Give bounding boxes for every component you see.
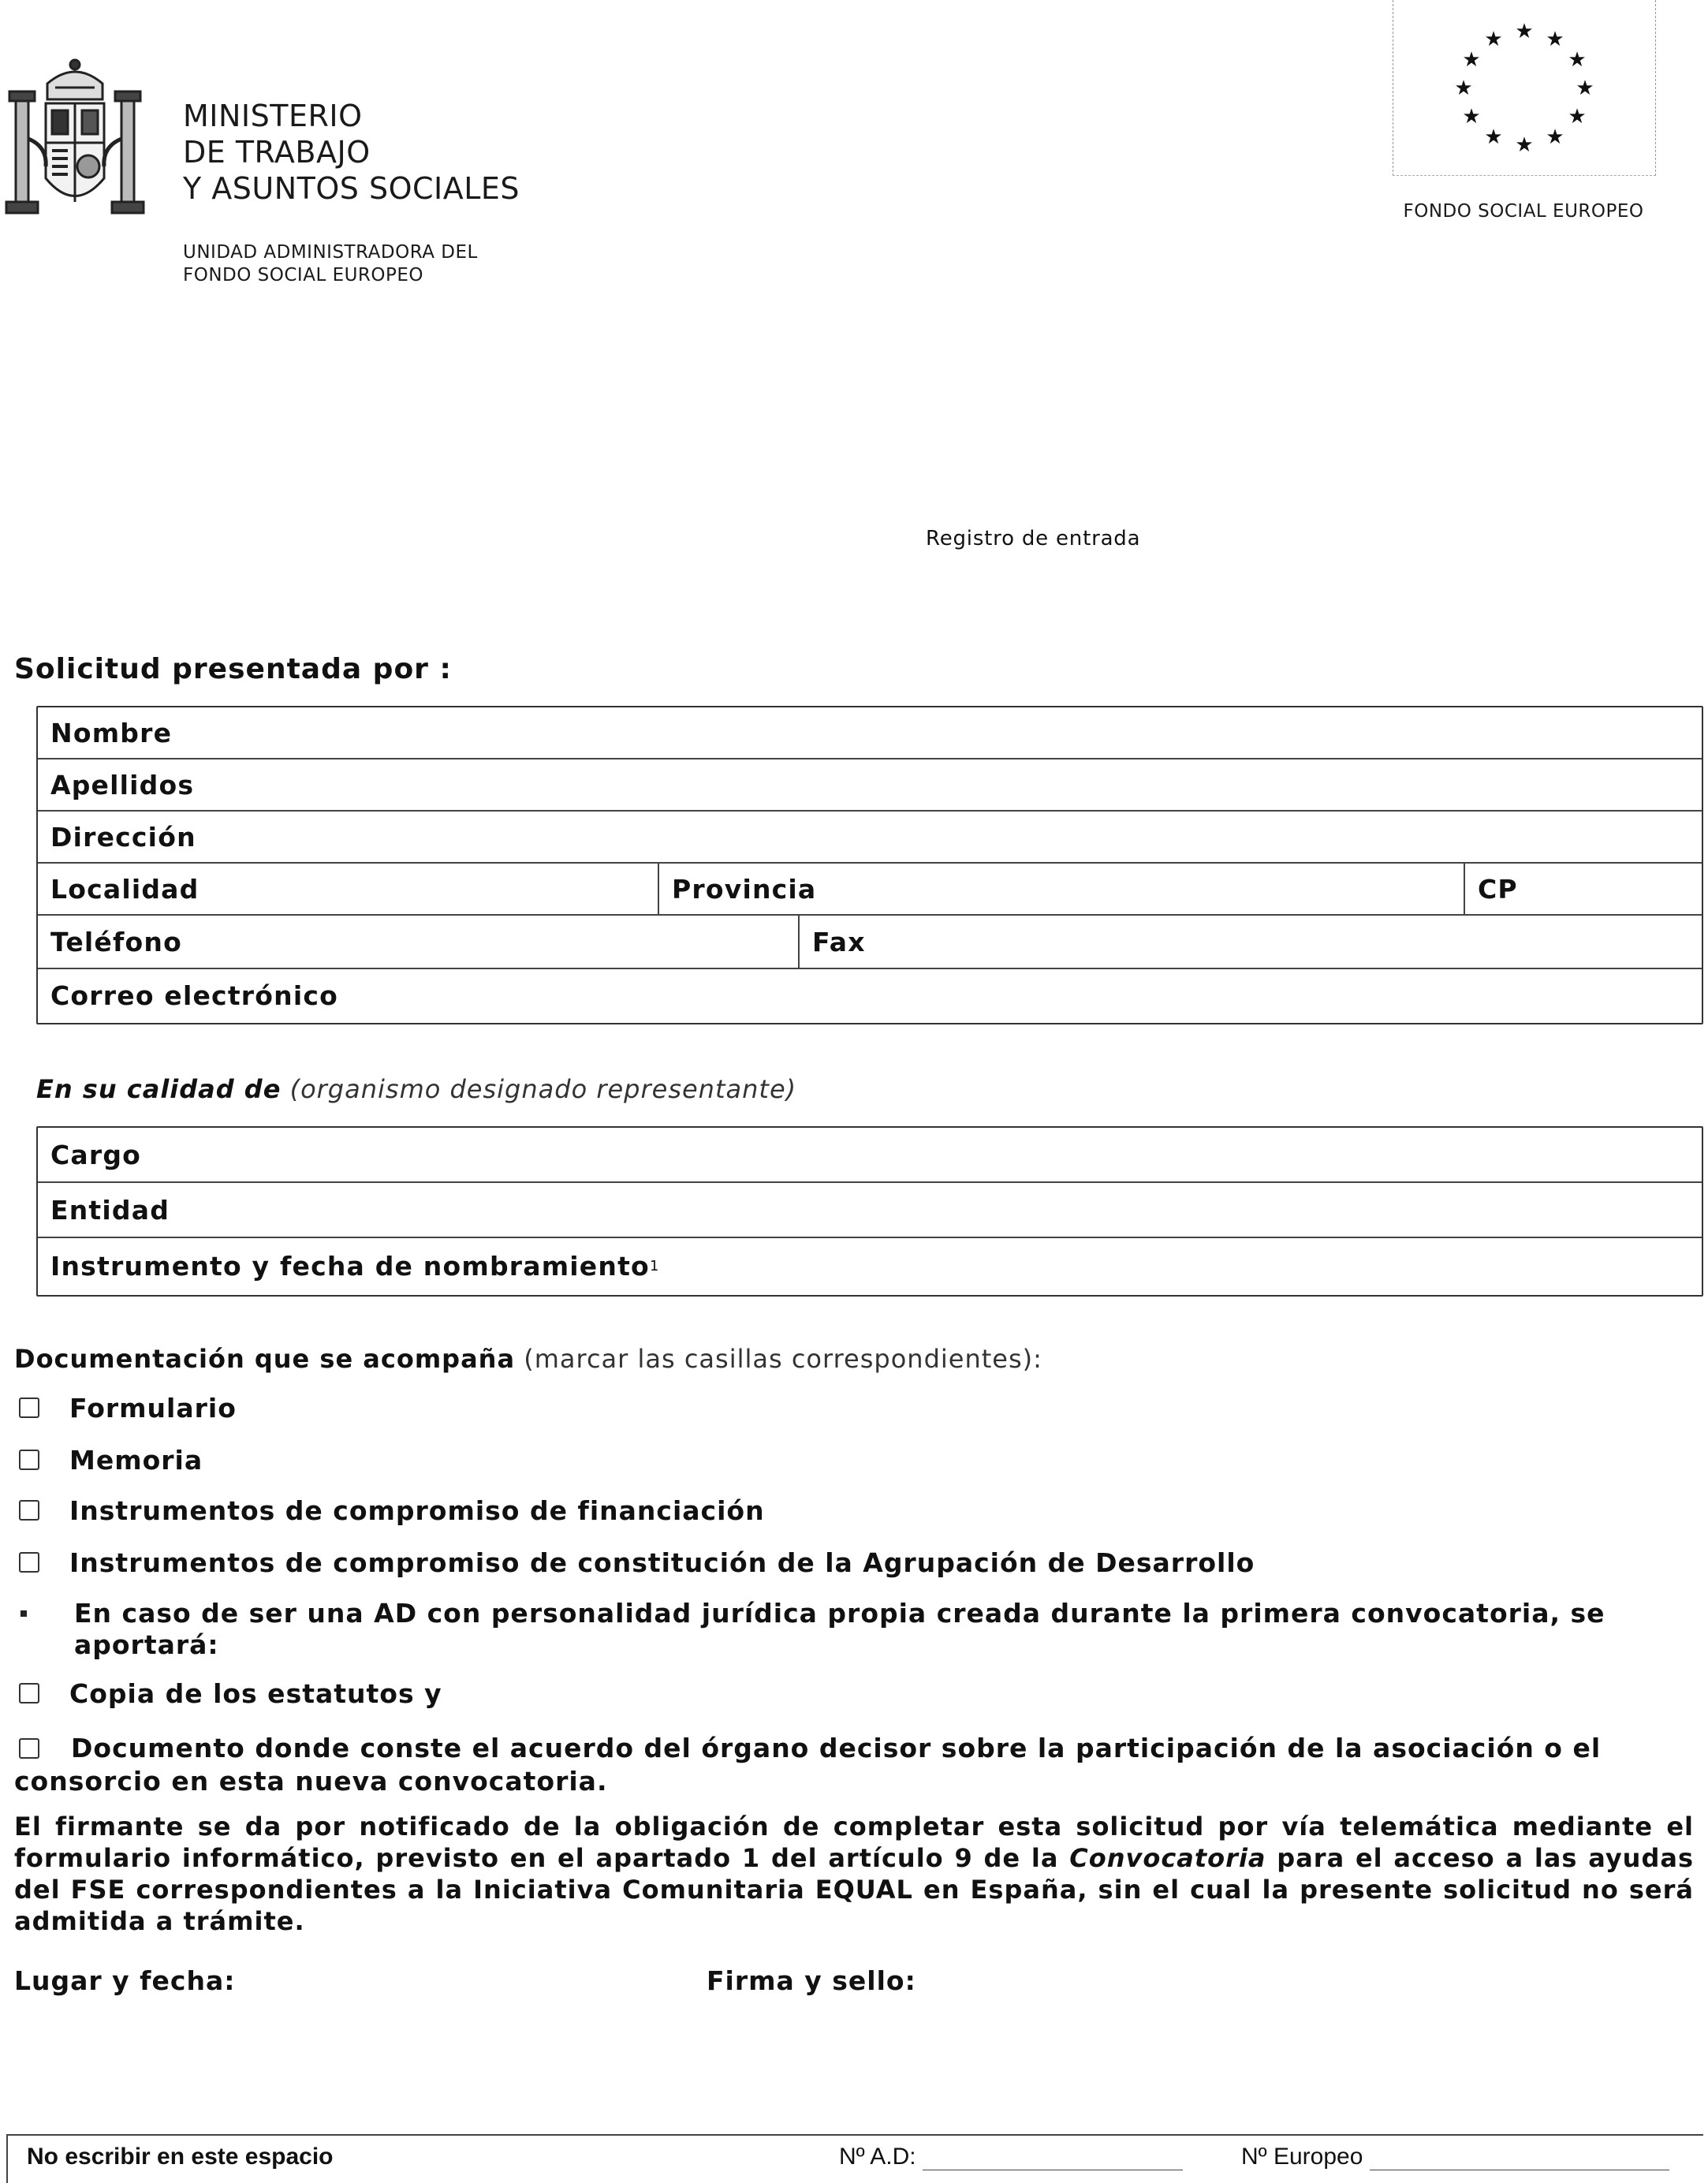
- label-cargo: Cargo: [50, 1139, 142, 1170]
- field-entidad[interactable]: [38, 1183, 1702, 1237]
- svg-text:★: ★: [1568, 105, 1587, 129]
- field-cargo[interactable]: [38, 1128, 1702, 1181]
- notification-text: El firmante se da por notificado de la obligación de completar esta solicitud por vía telemática mediante el formulario informático, previsto en el apartado 1 del artículo 9 de la: [14, 1812, 1694, 1873]
- ministry-name: [183, 98, 520, 207]
- calidad-note: (organismo designado representante): [289, 1074, 797, 1104]
- eu-label: FONDO SOCIAL EUROPEO: [1403, 201, 1644, 222]
- label-memoria: Memoria: [69, 1445, 203, 1476]
- num-ad: [839, 2144, 1183, 2170]
- label-financiacion: Instrumentos de compromiso de financiación: [69, 1495, 765, 1526]
- lugar-fecha-label: Lugar y fecha:: [14, 1965, 236, 1996]
- label-instrumento: Instrumento y fecha de nombramiento: [50, 1250, 650, 1282]
- label-provincia: Provincia: [672, 873, 817, 905]
- svg-text:★: ★: [1546, 28, 1564, 51]
- label-telefono: Teléfono: [50, 926, 182, 957]
- ministry-line: DE TRABAJO: [183, 135, 371, 170]
- num-europeo-label: Nº Europeo: [1241, 2144, 1363, 2170]
- calidad-heading: [36, 1074, 796, 1104]
- bullet-text-line: aportará:: [74, 1629, 219, 1660]
- label-formulario: Formulario: [69, 1393, 237, 1424]
- checkbox-constitucion[interactable]: [19, 1552, 39, 1573]
- label-entidad: Entidad: [50, 1194, 170, 1226]
- label-localidad: Localidad: [50, 873, 200, 905]
- no-escribir-label: No escribir en este espacio: [27, 2144, 334, 2170]
- field-direccion[interactable]: [38, 812, 1702, 862]
- svg-text:★: ★: [1546, 125, 1564, 149]
- field-correo[interactable]: [38, 969, 1702, 1021]
- row-direccion: [38, 812, 1702, 864]
- admin-unit: [183, 241, 478, 287]
- row-entidad: [38, 1183, 1702, 1238]
- svg-text:★: ★: [1515, 20, 1534, 43]
- bullet-text-line: En caso de ser una AD con personalidad jurídica propia creada durante la primera convocatoria, se: [74, 1598, 1605, 1629]
- ministry-line: MINISTERIO: [183, 99, 363, 133]
- bullet-dot: [21, 1610, 27, 1617]
- svg-text:★: ★: [1484, 125, 1503, 149]
- num-europeo-field[interactable]: [1370, 2146, 1669, 2170]
- eu-flag: [1393, 0, 1656, 176]
- firma-sello-label: Firma y sello:: [707, 1965, 916, 1996]
- svg-text:★: ★: [1576, 76, 1594, 100]
- footnote-ref: 1: [649, 1257, 660, 1274]
- num-ad-field[interactable]: [923, 2146, 1183, 2170]
- row-instrumento: [38, 1238, 1702, 1293]
- checkbox-financiacion[interactable]: [19, 1500, 39, 1521]
- checkbox-memoria[interactable]: [19, 1450, 39, 1470]
- documentacion-lead: Documentación que se acompaña: [14, 1344, 516, 1374]
- field-nombre[interactable]: [38, 707, 1702, 758]
- row-cargo: [38, 1128, 1702, 1183]
- field-provincia[interactable]: [658, 864, 1464, 914]
- field-apellidos[interactable]: [38, 759, 1702, 810]
- label-estatutos: Copia de los estatutos y: [69, 1678, 442, 1709]
- registro-label: Registro de entrada: [926, 527, 1141, 550]
- notification-convocatoria: Convocatoria: [1069, 1843, 1266, 1873]
- field-localidad[interactable]: [38, 864, 658, 914]
- row-apellidos: [38, 759, 1702, 812]
- checkbox-formulario[interactable]: [19, 1397, 39, 1418]
- documentacion-heading: [14, 1344, 1042, 1374]
- representative-table: [36, 1126, 1703, 1297]
- row-correo: [38, 969, 1702, 1021]
- label-cp: CP: [1478, 873, 1518, 905]
- num-ad-label: Nº A.D:: [839, 2144, 916, 2170]
- label-acuerdo: [14, 1732, 1686, 1798]
- label-fax: Fax: [812, 926, 866, 957]
- label-apellidos: Apellidos: [50, 769, 195, 800]
- section-title-solicitante: Solicitud presentada por :: [14, 653, 452, 685]
- svg-text:★: ★: [1568, 48, 1587, 72]
- row-localidad: [38, 864, 1702, 916]
- field-telefono[interactable]: [38, 916, 798, 968]
- svg-text:★: ★: [1484, 28, 1503, 51]
- admin-unit-line: UNIDAD ADMINISTRADORA DEL: [183, 242, 478, 263]
- svg-text:★: ★: [1462, 105, 1481, 129]
- notification-text: para el acceso a las ayudas del FSE correspondientes a la Iniciativa Comunitaria EQUAL en España, sin el cual la presente solicitud no será admitida a trámite.: [14, 1843, 1694, 1936]
- svg-text:★: ★: [1454, 76, 1473, 100]
- label-direccion: Dirección: [50, 821, 196, 853]
- spain-coat-of-arms-icon: [0, 52, 150, 226]
- label-acuerdo-line: Documento donde conste el acuerdo del órgano decisor sobre la participación de la asociación o el: [71, 1733, 1602, 1763]
- eu-stars-icon: [1393, 0, 1655, 175]
- label-correo: Correo electrónico: [50, 980, 338, 1011]
- field-instrumento[interactable]: [38, 1238, 1702, 1293]
- bullet-text: [74, 1598, 1605, 1661]
- label-acuerdo-line: consorcio en esta nueva convocatoria.: [14, 1766, 608, 1797]
- row-nombre: [38, 707, 1702, 759]
- num-europeo: [1241, 2144, 1669, 2170]
- field-cp[interactable]: [1464, 864, 1702, 914]
- admin-unit-line: FONDO SOCIAL EUROPEO: [183, 265, 424, 285]
- svg-text:★: ★: [1462, 48, 1481, 72]
- calidad-lead: En su calidad de: [36, 1074, 282, 1104]
- label-nombre: Nombre: [50, 717, 173, 748]
- coat-of-arms: [0, 52, 150, 226]
- field-fax[interactable]: [798, 916, 1702, 968]
- notification-paragraph: [14, 1811, 1694, 1937]
- svg-text:★: ★: [1515, 133, 1534, 157]
- documentacion-note: (marcar las casillas correspondientes):: [524, 1344, 1042, 1374]
- applicant-table: [36, 706, 1703, 1024]
- label-constitucion: Instrumentos de compromiso de constitución de la Agrupación de Desarrollo: [69, 1547, 1255, 1578]
- row-telefono: [38, 916, 1702, 969]
- checkbox-estatutos[interactable]: [19, 1683, 39, 1703]
- ministry-line: Y ASUNTOS SOCIALES: [183, 171, 520, 206]
